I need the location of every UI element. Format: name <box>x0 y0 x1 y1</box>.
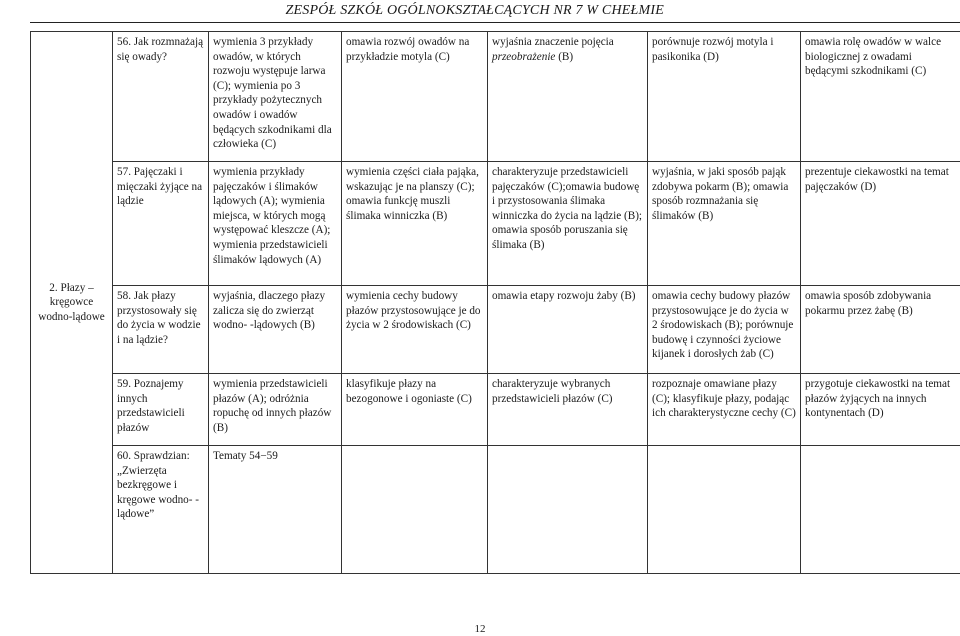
requirement-text: wymienia przykłady pajęczaków i ślimaków lądowych (A); wymienia miejsca, w których mogą występować kleszcze (A); wymienia przedstawicieli ślimaków lądowych (A) <box>213 166 331 266</box>
term-text: przeobrażenie <box>492 50 556 63</box>
requirement-cell <box>488 286 648 374</box>
requirement-text: klasyfikuje płazy na bezogonowe i ogoniaste (C) <box>346 378 472 405</box>
requirement-text: charakteryzuje przedstawicieli pajęczaków (C);omawia budowę i przystosowania ślimaka winniczka do życia na lądzie (B); omawia sposób poruszania się ślimaka (B) <box>492 166 643 251</box>
requirement-text: omawia cechy budowy płazów przystosowujące je do życia w 2 środowiskach (B); porównuje budowę i czynności życiowe kijanek i dorosłych żab (C) <box>652 290 794 361</box>
topic-text: 57. Pajęczaki i mięczaki żyjące na lądzie <box>117 166 203 208</box>
requirement-text: wymienia 3 przykłady owadów, w których rozwoju występuje larwa (C); wymienia po 3 przykłady pożytecznych owadów i owadów będących szkodnikami dla człowieka (C) <box>213 36 332 151</box>
requirement-level: (B) <box>558 50 574 63</box>
topic-cell <box>113 374 209 446</box>
empty-cell <box>342 446 488 574</box>
requirement-cell <box>648 286 801 374</box>
requirement-cell <box>801 162 960 286</box>
table-row <box>31 32 960 162</box>
requirement-text: porównuje rozwój motyla i pasikonika (D) <box>652 36 774 63</box>
section-label: 2. Płazy – kręgowce wodno-lądowe <box>38 281 105 323</box>
requirement-cell <box>801 32 960 162</box>
requirement-text: wyjaśnia znaczenie pojęcia <box>492 36 614 48</box>
empty-cell <box>488 446 648 574</box>
table-row <box>31 162 960 286</box>
requirement-text: charakteryzuje wybranych przedstawicieli płazów (C) <box>492 378 613 405</box>
requirement-text: wymienia przedstawicieli płazów (A); odróżnia ropuchę od innych płazów (B) <box>213 378 332 434</box>
topic-cell <box>113 162 209 286</box>
requirement-cell <box>209 446 342 574</box>
requirement-text: przygotuje ciekawostki na temat płazów żyjących na innych kontynentach (D) <box>805 378 951 420</box>
topic-cell <box>113 446 209 574</box>
topic-cell <box>113 286 209 374</box>
topic-text: 59. Poznajemy innych przedstawicieli płazów <box>117 378 185 434</box>
requirement-cell <box>209 162 342 286</box>
requirement-cell <box>488 374 648 446</box>
curriculum-table <box>30 31 960 574</box>
requirement-cell <box>209 32 342 162</box>
table-row <box>31 286 960 374</box>
requirement-cell <box>648 374 801 446</box>
requirement-text: omawia rozwój owadów na przykładzie motyla (C) <box>346 36 470 63</box>
requirement-cell <box>342 162 488 286</box>
table-row <box>31 374 960 446</box>
table-row <box>31 446 960 574</box>
requirement-text: wyjaśnia, dlaczego płazy zalicza się do zwierząt wodno- -lądowych (B) <box>213 290 326 332</box>
empty-cell <box>801 446 960 574</box>
topic-cell <box>113 32 209 162</box>
requirement-text: rozpoznaje omawiane płazy (C); klasyfikuje płazy, podając ich charakterystyczne cechy (C) <box>652 378 796 420</box>
requirement-cell <box>488 162 648 286</box>
requirement-text: omawia rolę owadów w walce biologicznej z owadami będącymi szkodnikami (C) <box>805 36 942 78</box>
topic-text: 58. Jak płazy przystosowały się do życia w wodzie i na lądzie? <box>117 290 201 346</box>
requirement-text: wyjaśnia, w jaki sposób pająk zdobywa pokarm (B); omawia sposób rozmnażania się ślimaków (B) <box>652 166 789 222</box>
requirement-cell <box>209 286 342 374</box>
requirement-cell <box>342 286 488 374</box>
page-header <box>0 0 960 22</box>
requirement-cell <box>648 32 801 162</box>
school-name: ZESPÓŁ SZKÓŁ OGÓLNOKSZTAŁCĄCYCH NR 7 W CHEŁMIE <box>285 3 664 18</box>
requirement-text: omawia etapy rozwoju żaby (B) <box>492 290 636 302</box>
requirement-cell <box>648 162 801 286</box>
requirement-cell <box>342 374 488 446</box>
header-rule <box>30 22 960 23</box>
requirement-cell <box>488 32 648 162</box>
requirement-text: wymienia części ciała pająka, wskazując je na planszy (C); omawia funkcję muszli ślimaka winniczka (B) <box>346 166 479 222</box>
requirement-text: Tematy 54−59 <box>213 450 278 462</box>
requirement-cell <box>342 32 488 162</box>
requirement-cell <box>801 286 960 374</box>
requirement-text: wymienia cechy budowy płazów przystosowujące je do życia w 2 środowiskach (C) <box>346 290 481 332</box>
section-cell <box>31 32 113 574</box>
requirement-cell <box>209 374 342 446</box>
requirement-text: omawia sposób zdobywania pokarmu przez żabę (B) <box>805 290 932 317</box>
topic-text: 56. Jak rozmnażają się owady? <box>117 36 204 63</box>
page-number: 12 <box>474 623 486 635</box>
requirement-text: prezentuje ciekawostki na temat pajęczaków (D) <box>805 166 949 193</box>
topic-text: 60. Sprawdzian: „Zwierzęta bezkręgowe i kręgowe wodno- -lądowe” <box>117 450 200 521</box>
empty-cell <box>648 446 801 574</box>
requirement-cell <box>801 374 960 446</box>
